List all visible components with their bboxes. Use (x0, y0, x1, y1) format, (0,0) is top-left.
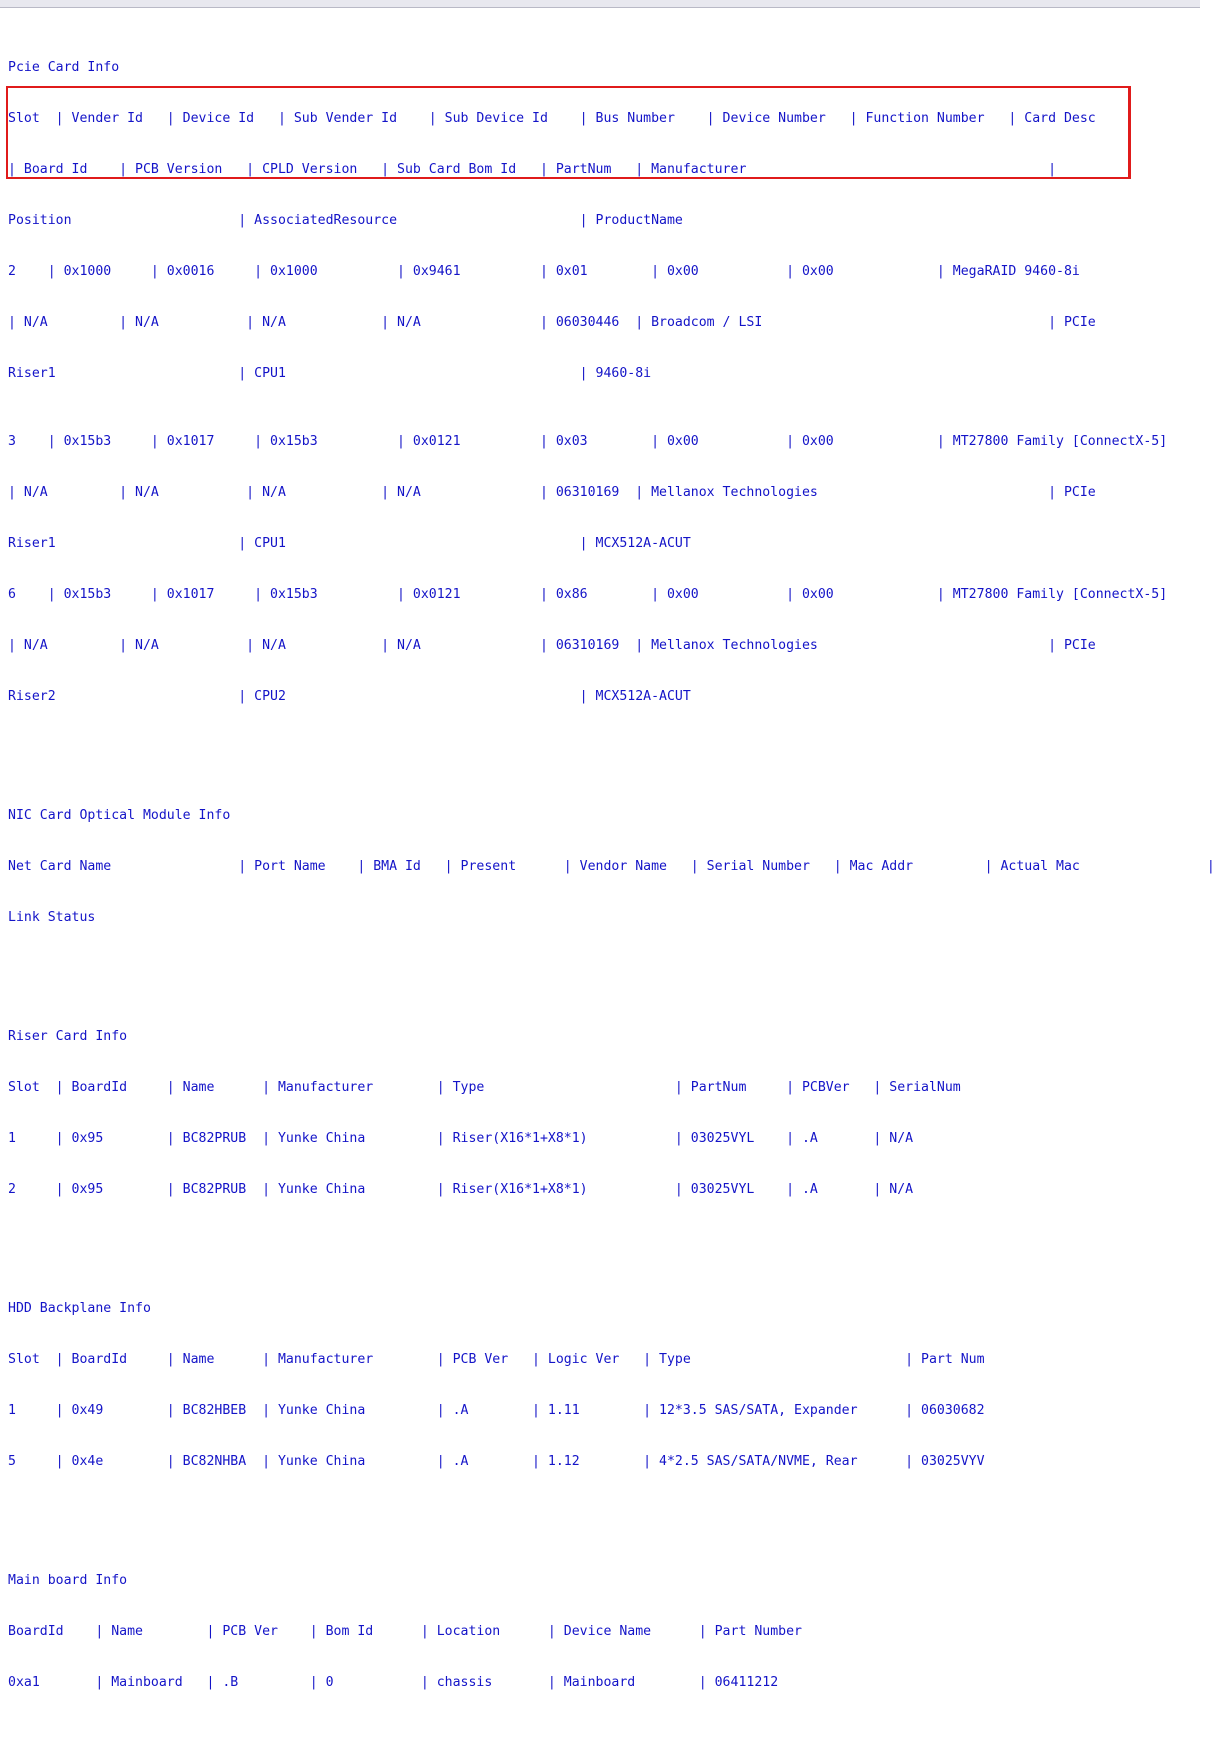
blank-line-3 (8, 1249, 1200, 1266)
pcie-header-line-2: | Board Id | PCB Version | CPLD Version | Sub Card Bom Id | PartNum | Manufacturer | (8, 162, 1057, 177)
mainboard-header-line: BoardId | Name | PCB Ver | Bom Id | Location | Device Name | Part Number (8, 1624, 802, 1639)
window-title-bar (0, 0, 1200, 8)
hdd-row-1: 1 | 0x49 | BC82HBEB | Yunke China | .A | 1.11 | 12*3.5 SAS/SATA, Expander | 06030682 (8, 1403, 985, 1418)
pcie-header-line-1: Slot | Vender Id | Device Id | Sub Vender Id | Sub Device Id | Bus Number | Device Number | Function Number | Card Desc (8, 111, 1096, 126)
pcie-row-slot2-line-2: | N/A | N/A | N/A | N/A | 06030446 | Broadcom / LSI | PCIe (8, 315, 1096, 330)
pcie-row-slot3-line-3: Riser1 | CPU1 | MCX512A-ACUT (8, 536, 691, 551)
hdd-row-2: 5 | 0x4e | BC82NHBA | Yunke China | .A | 1.12 | 4*2.5 SAS/SATA/NVME, Rear | 03025VYV (8, 1454, 985, 1469)
blank-line-4 (8, 1521, 1200, 1538)
pcie-row-slot3-line-1: 3 | 0x15b3 | 0x1017 | 0x15b3 | 0x0121 | 0x03 | 0x00 | 0x00 | MT27800 Family [ConnectX-5] (8, 434, 1168, 449)
pcie-row-slot6-line-3: Riser2 | CPU2 | MCX512A-ACUT (8, 689, 691, 704)
pcie-row-slot6-line-1: 6 | 0x15b3 | 0x1017 | 0x15b3 | 0x0121 | 0x86 | 0x00 | 0x00 | MT27800 Family [ConnectX-5] (8, 587, 1168, 602)
riser-row-1: 1 | 0x95 | BC82PRUB | Yunke China | Riser(X16*1+X8*1) | 03025VYL | .A | N/A (8, 1131, 914, 1146)
section-heading-hdd-backplane-info: HDD Backplane Info (8, 1301, 151, 1316)
riser-header-line: Slot | BoardId | Name | Manufacturer | Type | PartNum | PCBVer | SerialNum (8, 1080, 961, 1095)
red-highlight-right-edge (1128, 86, 1131, 179)
section-heading-main-board-info: Main board Info (8, 1573, 128, 1588)
section-heading-riser-card-info: Riser Card Info (8, 1029, 128, 1044)
section-heading-pcie-card-info: Pcie Card Info (8, 60, 120, 75)
riser-row-2: 2 | 0x95 | BC82PRUB | Yunke China | Riser(X16*1+X8*1) | 03025VYL | .A | N/A (8, 1182, 914, 1197)
pcie-header-line-3: Position | AssociatedResource | ProductName (8, 213, 683, 228)
pcie-row-slot2-line-3: Riser1 | CPU1 | 9460-8i (8, 366, 652, 381)
nic-header-line-2: Link Status (8, 910, 96, 925)
mainboard-row-1: 0xa1 | Mainboard | .B | 0 | chassis | Mainboard | 06411212 (8, 1675, 779, 1690)
nic-header-line-1: Net Card Name | Port Name | BMA Id | Present | Vendor Name | Serial Number | Mac Addr | Actual Mac | (8, 859, 1215, 874)
blank-line-1 (8, 756, 1200, 773)
blank-line-2 (8, 977, 1200, 994)
pcie-row-slot3-line-2: | N/A | N/A | N/A | N/A | 06310169 | Mellanox Technologies | PCIe (8, 485, 1096, 500)
pcie-row-slot2-line-1: 2 | 0x1000 | 0x0016 | 0x1000 | 0x9461 | 0x01 | 0x00 | 0x00 | MegaRAID 9460-8i (8, 264, 1080, 279)
section-heading-nic-card-optical-module-info: NIC Card Optical Module Info (8, 808, 231, 823)
hdd-header-line: Slot | BoardId | Name | Manufacturer | PCB Ver | Logic Ver | Type | Part Num (8, 1352, 985, 1367)
pcie-row-slot6-line-2: | N/A | N/A | N/A | N/A | 06310169 | Mellanox Technologies | PCIe (8, 638, 1096, 653)
terminal-output[interactable] (0, 8, 1215, 1690)
